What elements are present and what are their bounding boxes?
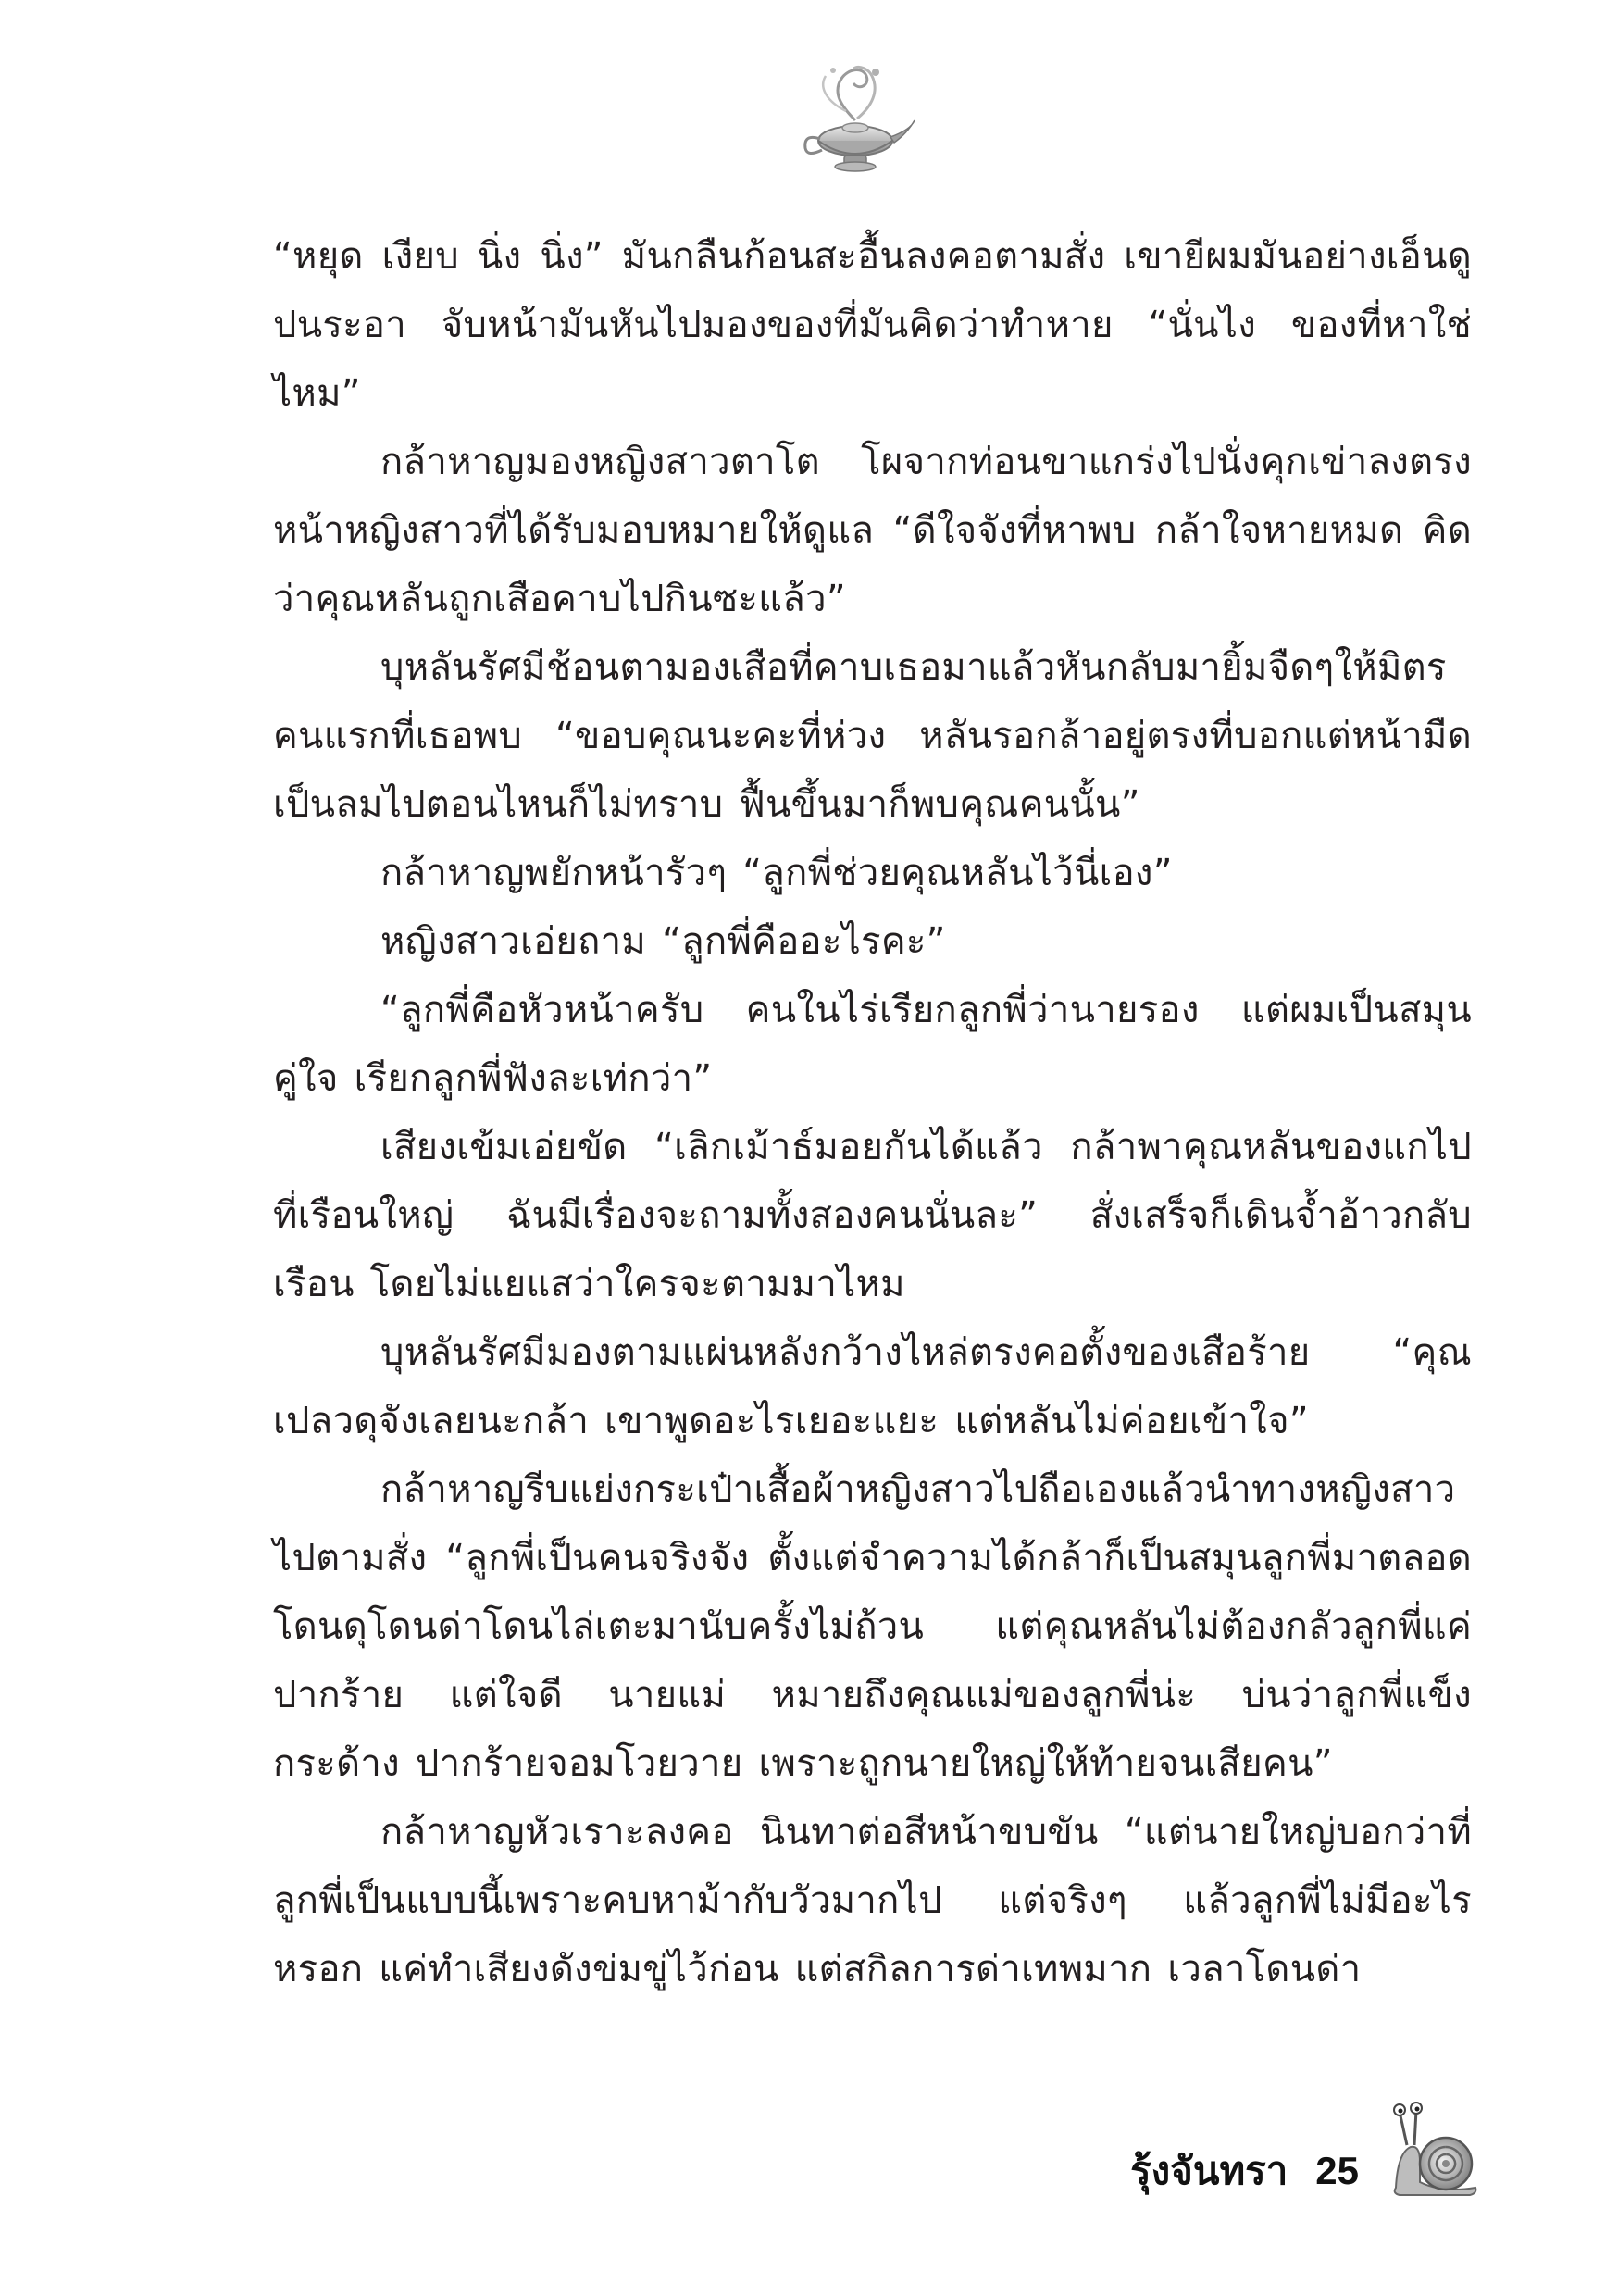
page-footer bbox=[1130, 2097, 1479, 2199]
paragraph: กล้าหาญรีบแย่งกระเป๋าเสื้อผ้าหญิงสาวไปถือเองแล้วนำทางหญิงสาวไปตามสั่ง “ลูกพี่เป็นคนจริงจัง ตั้งแต่จำความได้กล้าก็เป็นสมุนลูกพี่มาตลอด โดนดุโดนด่าโดนไล่เตะมานับครั้งไม่ถ้วน แต่คุณหลันไม่ต้องกลัวลูกพี่แค่ปากร้าย แต่ใจดี นายแม่ หมายถึงคุณแม่ของลูกพี่น่ะ บ่นว่าลูกพี่แข็งกระด้าง ปากร้ายจอมโวยวาย เพราะถูกนายใหญ่ให้ท้ายจนเสียคน” bbox=[273, 1468, 1472, 1785]
snail-icon bbox=[1387, 2097, 1479, 2199]
paragraph: “หยุด เงียบ นิ่ง นิ่ง” มันกลืนก้อนสะอื้นลงคอตามสั่ง เขายีผมมันอย่างเอ็นดูปนระอา จับหน้ามันหันไปมองของที่มันคิดว่าทำหาย “นั่นไง ของที่หาใช่ไหม” bbox=[273, 235, 1472, 415]
paragraph: กล้าหาญพยักหน้ารัวๆ “ลูกพี่ช่วยคุณหลันไว้นี่เอง” bbox=[380, 852, 1173, 894]
page-number: 25 bbox=[1315, 2149, 1359, 2192]
paragraph: บุหลันรัศมีมองตามแผ่นหลังกว้างไหล่ตรงคอตั้งของเสือร้าย “คุณเปลวดุจังเลยนะกล้า เขาพูดอะไรเยอะแยะ แต่หลันไม่ค่อยเข้าใจ” bbox=[273, 1331, 1472, 1442]
paragraph: บุหลันรัศมีช้อนตามองเสือที่คาบเธอมาแล้วหันกลับมายิ้มจืดๆให้มิตรคนแรกที่เธอพบ “ขอบคุณนะคะที่ห่วง หลันรอกล้าอยู่ตรงที่บอกแต่หน้ามืดเป็นลมไปตอนไหนก็ไม่ทราบ ฟื้นขึ้นมาก็พบคุณคนนั้น” bbox=[273, 646, 1472, 826]
paragraph: เสียงเข้มเอ่ยขัด “เลิกเม้าธ์มอยกันได้แล้ว กล้าพาคุณหลันของแกไปที่เรือนใหญ่ ฉันมีเรื่องจะถามทั้งสองคนนั่นละ” สั่งเสร็จก็เดินจ้ำอ้าวกลับเรือน โดยไม่แยแสว่าใครจะตามมาไหม bbox=[273, 1126, 1472, 1305]
paragraph: กล้าหาญหัวเราะลงคอ นินทาต่อสีหน้าขบขัน “แต่นายใหญ่บอกว่าที่ลูกพี่เป็นแบบนี้เพราะคบหาม้ากับวัวมากไป แต่จริงๆ แล้วลูกพี่ไม่มีอะไรหรอก แค่ทำเสียงดังข่มขู่ไว้ก่อน แต่สกิลการด่าเทพมาก เวลาโดนด่า bbox=[273, 1811, 1472, 1990]
paragraph: “ลูกพี่คือหัวหน้าครับ คนในไร่เรียกลูกพี่ว่านายรอง แต่ผมเป็นสมุนคู่ใจ เรียกลูกพี่ฟังละเท่กว่า” bbox=[273, 989, 1472, 1100]
body-text bbox=[273, 222, 1472, 2003]
genie-lamp-icon bbox=[790, 56, 920, 176]
paragraph: กล้าหาญมองหญิงสาวตาโต โผจากท่อนขาแกร่งไปนั่งคุกเข่าลงตรงหน้าหญิงสาวที่ได้รับมอบหมายให้ดูแล “ดีใจจังที่หาพบ กล้าใจหายหมด คิดว่าคุณหลันถูกเสือคาบไปกินซะแล้ว” bbox=[273, 441, 1472, 620]
book-title: รุ้งจันทรา bbox=[1130, 2148, 1288, 2193]
paragraph: หญิงสาวเอ่ยถาม “ลูกพี่คืออะไรคะ” bbox=[380, 920, 946, 963]
